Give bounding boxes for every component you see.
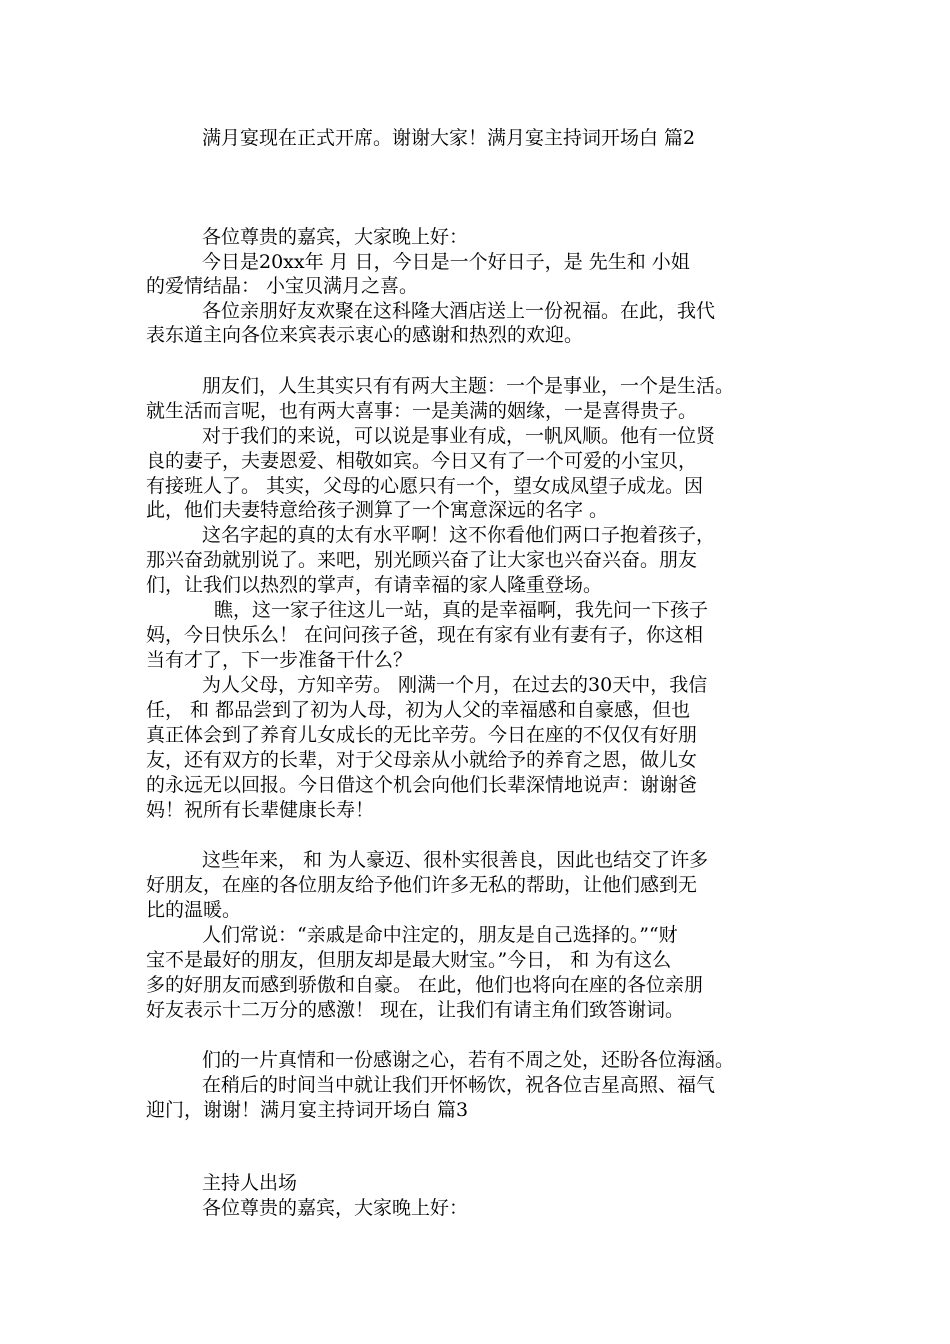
text-line: 的永远无以回报。今日借这个机会向他们长辈深情地说声：谢谢爸 [146,774,698,796]
text-line: 各位尊贵的嘉宾，大家晚上好： [202,226,469,248]
text-line: 真正体会到了养育儿女成长的无比辛劳。今日在座的不仅仅有好朋 [146,724,698,746]
text-line: 比的温暖。 [146,899,242,921]
text-line: 为人父母，方知辛劳。 刚满一个月，在过去的30天中，我信 [202,674,708,696]
text-line: 主持人出场 [202,1172,298,1194]
text-line: 友，还有双方的长辈，对于父母亲从小就给予的养育之恩，做儿女 [146,749,698,771]
text-line: 这些年来， 和 为人豪迈、很朴实很善良，因此也结交了许多 [202,849,709,871]
text-line: 各位亲朋好友欢聚在这科隆大酒店送上一份祝福。在此，我代 [202,300,716,322]
text-line: 满月宴现在正式开席。谢谢大家！满月宴主持词开场白 篇2 [202,127,696,149]
text-line: 各位尊贵的嘉宾，大家晚上好： [202,1197,469,1219]
text-line: 宝不是最好的朋友，但朋友却是最大财宝。”今日， 和 为有这么 [146,949,672,971]
text-line: 多的好朋友而感到骄傲和自豪。 在此，他们也将向在座的各位亲朋 [146,974,704,996]
text-line: 那兴奋劲就别说了。来吧，别光顾兴奋了让大家也兴奋兴奋。朋友 [146,549,698,571]
text-line: 对于我们的来说，可以说是事业有成，一帆风顺。他有一位贤 [202,425,716,447]
text-line: 妈，今日快乐么！ 在问问孩子爸，现在有家有业有妻有子，你这相 [146,624,704,646]
text-line: 就生活而言呢，也有两大喜事：一是美满的姻缘，一是喜得贵子。 [146,400,698,422]
text-line: 良的妻子，夫妻恩爱、相敬如宾。今日又有了一个可爱的小宝贝， [146,450,698,472]
text-line: 表东道主向各位来宾表示衷心的感谢和热烈的欢迎。 [146,324,584,346]
text-line: 在稍后的时间当中就让我们开怀畅饮，祝各位吉星高照、福气 [202,1074,716,1096]
text-line: 瞧，这一家子往这儿一站，真的是幸福啊，我先问一下孩子 [214,599,709,621]
text-line: 人们常说：“亲戚是命中注定的，朋友是自己选择的。”“财 [202,924,678,946]
text-line: 有接班人了。 其实，父母的心愿只有一个，望女成凤望子成龙。因 [146,475,704,497]
text-line: 妈！祝所有长辈健康长寿！ [146,799,375,821]
text-line: 们，让我们以热烈的掌声，有请幸福的家人隆重登场。 [146,574,603,596]
text-line: 任， 和 都品尝到了初为人母，初为人父的幸福感和自豪感，但也 [146,699,691,721]
text-line: 的爱情结晶： 小宝贝满月之喜。 [146,275,419,297]
text-line: 当有才了，下一步准备干什么？ [146,649,413,671]
text-line: 这名字起的真的太有水平啊！这不你看他们两口子抱着孩子， [202,524,716,546]
text-line: 好友表示十二万分的感激！ 现在，让我们有请主角们致答谢词。 [146,999,685,1021]
text-line: 们的一片真情和一份感谢之心，若有不周之处，还盼各位海涵。 [202,1049,735,1071]
text-line: 好朋友，在座的各位朋友给予他们许多无私的帮助，让他们感到无 [146,874,698,896]
text-line: 今日是20xx年 月 日，今日是一个好日子，是 先生和 小姐 [202,251,690,273]
text-line: 迎门，谢谢！满月宴主持词开场白 篇3 [146,1099,469,1121]
text-line: 朋友们，人生其实只有有两大主题：一个是事业，一个是生活。 [202,375,735,397]
text-line: 此，他们夫妻特意给孩子测算了一个寓意深远的名字 。 [146,499,609,521]
